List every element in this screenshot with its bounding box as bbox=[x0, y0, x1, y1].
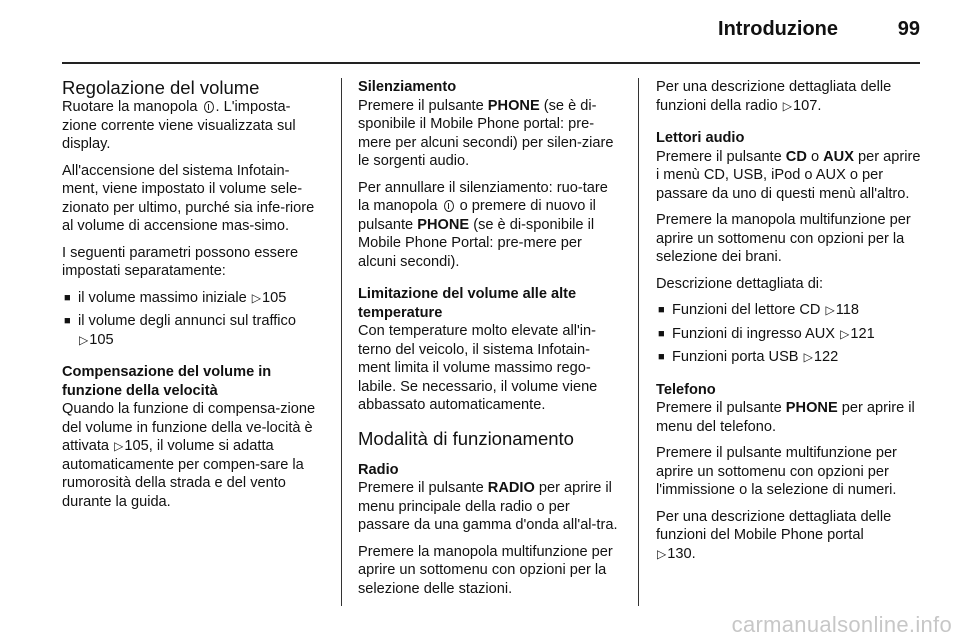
list-item bbox=[656, 325, 922, 344]
column-divider bbox=[638, 78, 639, 606]
paragraph: I seguenti parametri possono essere impostati separatamente: bbox=[62, 244, 299, 279]
text: Premere il pulsante bbox=[358, 97, 484, 114]
button-keyword: AUX bbox=[823, 148, 854, 165]
paragraph bbox=[656, 78, 922, 115]
section-title: Introduzione bbox=[718, 18, 838, 40]
button-keyword: RADIO bbox=[487, 480, 535, 496]
text: il volume degli annunci sul traffico bbox=[78, 313, 296, 329]
text: Funzioni di ingresso AUX bbox=[672, 325, 836, 342]
text: (se è di-sponibile il Mobile Phone portal: pre-mere per alcuni secondi) per silen-ziare le sorgenti audio. bbox=[358, 97, 614, 169]
paragraph: Premere il pulsante multifunzione per aprire un sottomenu con opzioni per l'immissione o la selezione di numeri. bbox=[656, 445, 897, 498]
paragraph bbox=[358, 179, 622, 272]
column-middle bbox=[358, 78, 622, 606]
subheading-mute: Silenziamento bbox=[358, 79, 457, 95]
text: o premere di nuovo il pulsante bbox=[358, 198, 596, 233]
page-ref-arrow-icon: ▷ bbox=[79, 332, 89, 347]
text: Premere il pulsante bbox=[358, 480, 484, 496]
paragraph: Premere la manopola multifunzione per aprire un sottomenu con opzioni per la selezione delle stazioni. bbox=[358, 543, 613, 597]
text: Ruotare la manopola bbox=[62, 99, 198, 115]
bullet-list bbox=[62, 289, 324, 350]
subheading-radio: Radio bbox=[358, 461, 399, 478]
page-ref-arrow-icon: ▷ bbox=[803, 350, 813, 364]
button-keyword: CD bbox=[785, 148, 807, 165]
paragraph: All'accensione del sistema Infotain-ment, viene impostato il volume sele-zionato per ultimo, purché sia infe-riore al volume di accensione mas-simo. bbox=[62, 162, 315, 234]
page-ref-link[interactable]: 107. bbox=[793, 97, 822, 114]
button-keyword: PHONE bbox=[417, 216, 470, 233]
page-ref-arrow-icon: ▷ bbox=[825, 303, 835, 317]
rotary-knob-icon bbox=[444, 200, 454, 212]
list-item bbox=[656, 348, 922, 367]
subheading-phone: Telefono bbox=[656, 381, 716, 398]
watermark: carmanualsonline.info bbox=[731, 612, 952, 637]
text: , il volume si adatta automaticamente per compen-sare la rumorosità della strada e del vento durante la guida. bbox=[62, 438, 304, 510]
text: Premere il pulsante bbox=[656, 148, 782, 165]
column-divider bbox=[341, 78, 342, 606]
page-ref-link[interactable]: 130. bbox=[667, 545, 696, 562]
list-item bbox=[656, 301, 922, 320]
paragraph: Premere la manopola multifunzione per aprire un sottomenu con opzioni per la selezione dei brani. bbox=[656, 212, 911, 265]
page-ref-link[interactable]: 122 bbox=[813, 349, 839, 365]
text: per aprire il menu principale della radio o per passare da una gamma d'onda all'al-tra. bbox=[358, 480, 618, 533]
text: Funzioni porta USB bbox=[672, 349, 799, 365]
button-keyword: PHONE bbox=[487, 97, 540, 114]
paragraph bbox=[656, 508, 922, 564]
subheading-speed-compensation: Compensazione del volume in funzione della velocità bbox=[62, 364, 272, 399]
text: Premere il pulsante bbox=[656, 400, 782, 416]
page-ref-link[interactable]: 105 bbox=[124, 438, 149, 454]
paragraph bbox=[62, 400, 324, 511]
text: Quando la funzione di compensa-zione del volume in funzione della ve-locità è attivata bbox=[62, 401, 316, 454]
button-keyword: PHONE bbox=[785, 400, 838, 416]
page-number: 99 bbox=[897, 18, 920, 40]
page-header bbox=[62, 0, 920, 64]
heading-volume: Regolazione del volume bbox=[62, 77, 260, 98]
page-ref-link[interactable]: 105 bbox=[262, 289, 287, 306]
text: Per una descrizione dettagliata delle funzioni della radio bbox=[656, 79, 892, 114]
paragraph bbox=[358, 97, 622, 171]
paragraph bbox=[656, 148, 922, 204]
page-ref-arrow-icon: ▷ bbox=[251, 290, 261, 305]
text: per aprire i menù CD, USB, iPod o AUX o per passare da uno di questi menù all'altro. bbox=[656, 148, 921, 202]
paragraph bbox=[358, 479, 622, 535]
page-ref-arrow-icon: ▷ bbox=[657, 546, 667, 561]
paragraph bbox=[62, 98, 324, 154]
text: per aprire il menu del telefono. bbox=[656, 400, 915, 435]
list-item bbox=[62, 289, 324, 308]
paragraph: Descrizione dettagliata di: bbox=[656, 275, 824, 292]
text: Per annullare il silenziamento: ruo-tare la manopola bbox=[358, 179, 608, 214]
heading-operating-modes: Modalità di funzionamento bbox=[358, 427, 574, 449]
column-right bbox=[656, 78, 922, 571]
page-ref-arrow-icon: ▷ bbox=[782, 98, 792, 113]
text: . L'imposta-zione corrente viene visualizzata sul display. bbox=[62, 99, 296, 152]
column-left bbox=[62, 78, 324, 519]
text: Funzioni del lettore CD bbox=[672, 302, 821, 318]
bullet-list bbox=[656, 301, 922, 367]
text: Per una descrizione dettagliata delle funzioni del Mobile Phone portal bbox=[656, 508, 892, 543]
page-ref-link[interactable]: 121 bbox=[850, 325, 875, 342]
rotary-knob-icon bbox=[204, 101, 214, 113]
subheading-temperature-limit: Limitazione del volume alle alte temperature bbox=[358, 286, 577, 321]
text: il volume massimo iniziale bbox=[78, 289, 247, 306]
subheading-audio-players: Lettori audio bbox=[656, 130, 745, 146]
page-ref-link[interactable]: 118 bbox=[835, 302, 860, 318]
paragraph bbox=[656, 399, 922, 436]
text: (se è di-sponibile il Mobile Phone Portal: pre-mere per alcuni secondi). bbox=[358, 216, 595, 270]
page-ref-arrow-icon: ▷ bbox=[840, 326, 850, 341]
page-ref-link[interactable]: 105 bbox=[89, 331, 114, 348]
page-ref-arrow-icon: ▷ bbox=[114, 439, 124, 453]
list-item bbox=[62, 312, 324, 349]
paragraph: Con temperature molto elevate all'in-terno del veicolo, il sistema Infotain-ment limita il volume massimo rego-labile. Se necessario, il volume viene abbassato automaticamente. bbox=[358, 323, 598, 413]
text: o bbox=[810, 148, 820, 165]
